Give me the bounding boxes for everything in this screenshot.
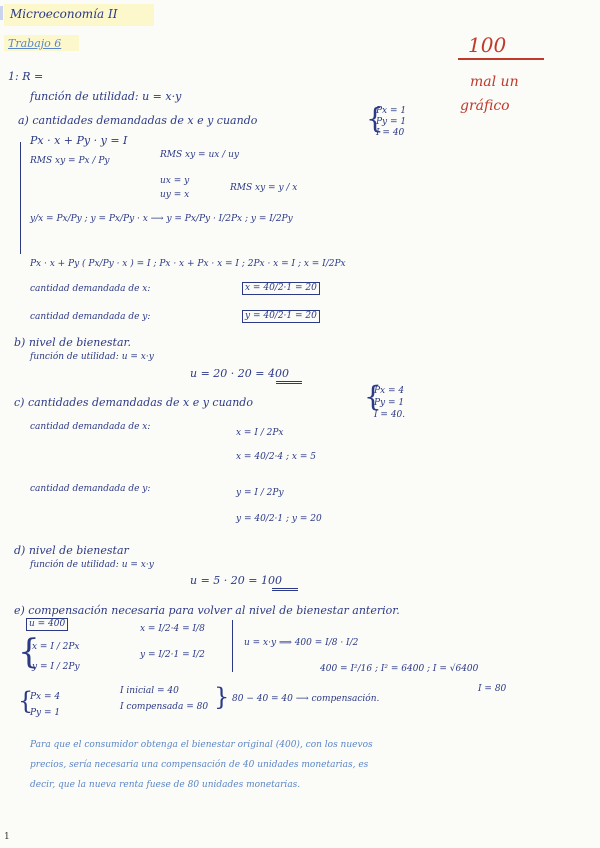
marginal-utility-x: ux = y [160, 176, 190, 186]
rms-yx: RMS xy = y / x [230, 183, 298, 193]
margin-mark [0, 6, 3, 20]
part-e-x: x = I / 2Px [32, 642, 80, 652]
grade-underline [458, 58, 544, 60]
brace: { [364, 380, 382, 413]
param: Px = 1 [376, 106, 407, 116]
brace: { [18, 632, 40, 672]
param: I = 40 [376, 128, 405, 138]
brace: { [18, 687, 34, 715]
part-c-title: c) cantidades demandadas de x e y cuando [14, 396, 253, 409]
question-label: 1: R = [8, 70, 44, 83]
bracket-line [232, 620, 233, 672]
part-e-title: e) compensación necesaria para volver al nivel de bienestar anterior. [14, 604, 400, 617]
utility-function: función de utilidad: u = x·y [30, 90, 182, 103]
footer-mark: 1 [4, 832, 10, 842]
brace: } [214, 683, 230, 711]
part-b-title: b) nivel de bienestar. [14, 336, 132, 349]
part-c-qx-formula: x = I / 2Px [236, 428, 284, 438]
part-c-qy-value: y = 40/2·1 ; y = 20 [236, 514, 322, 524]
double-underline [276, 381, 302, 384]
part-e-income-initial: I inicial = 40 [120, 686, 179, 696]
grade-note-1: mal un [470, 74, 519, 90]
part-b-calc [190, 367, 289, 380]
part-e-y-sub: y = I/2·1 = I/2 [140, 650, 205, 660]
page-subtitle: Trabajo 6 [8, 37, 62, 50]
conclusion-line: decir, que la nueva renta fuese de 80 unidades monetarias. [30, 780, 301, 790]
part-a-title: a) cantidades demandadas de x e y cuando [18, 114, 258, 127]
part-e-x-sub: x = I/2·4 = I/8 [140, 624, 205, 634]
part-e-utility-target: u = 400 [26, 618, 68, 631]
part-e-px: Px = 4 [30, 692, 61, 702]
marginal-utility-y: uy = x [160, 190, 190, 200]
grade: 100 [468, 33, 507, 57]
part-e-equation-1: u = x·y ⟹ 400 = I/8 · I/2 [244, 638, 359, 648]
rms-price-ratio: RMS xy = Px / Py [30, 156, 110, 166]
param: Px = 4 [374, 386, 405, 396]
page-title: Microeconomía II [10, 7, 118, 21]
rms-marginal-utility: RMS xy = ux / uy [160, 150, 239, 160]
part-e-equation-2: 400 = I²/16 ; I² = 6400 ; I = √6400 [320, 664, 479, 674]
budget-constraint: Px · x + Py · y = I [30, 134, 128, 147]
qy-value: y = 40/2·1 = 20 [242, 310, 320, 323]
conclusion-line: Para que el consumidor obtenga el bienestar original (400), con los nuevos [30, 740, 373, 750]
substitution: Px · x + Py ( Px/Py · x ) = I ; Px · x + Px · x = I ; 2Px · x = I ; x = I/2Px [30, 259, 346, 269]
part-d-utility: función de utilidad: u = x·y [30, 560, 154, 570]
part-c-qx-value: x = 40/2·4 ; x = 5 [236, 452, 316, 462]
part-b-utility: función de utilidad: u = x·y [30, 352, 154, 362]
grade-note-2: gráfico [460, 98, 510, 114]
part-c-qx-label: cantidad demandada de x: [30, 422, 151, 432]
part-c-qy-formula: y = I / 2Py [236, 488, 284, 498]
double-underline [272, 588, 298, 591]
brace: { [366, 102, 384, 135]
part-e-equation-3: I = 80 [478, 684, 507, 694]
bracket-line [20, 142, 21, 254]
param: Py = 1 [376, 117, 407, 127]
param: Py = 1 [374, 398, 405, 408]
qy-label: cantidad demandada de y: [30, 312, 151, 322]
part-b-calc-text: u = 20 · 20 = 400 [190, 367, 289, 380]
part-c-qy-label: cantidad demandada de y: [30, 484, 151, 494]
part-e-income-compensated: I compensada = 80 [120, 702, 209, 712]
part-d-title: d) nivel de bienestar [14, 544, 129, 557]
part-e-compensation: 80 − 40 = 40 ⟶ compensación. [232, 694, 380, 704]
conclusion-line: precios, sería necesaria una compensación de 40 unidades monetarias, es [30, 760, 369, 770]
param: I = 40. [374, 410, 406, 420]
part-e-py: Py = 1 [30, 708, 61, 718]
part-d-calc: u = 5 · 20 = 100 [190, 574, 282, 587]
part-e-y: y = I / 2Py [32, 662, 80, 672]
derivation: y/x = Px/Py ; y = Px/Py · x ⟶ y = Px/Py · I/2Px ; y = I/2Py [30, 214, 293, 224]
qx-label: cantidad demandada de x: [30, 284, 151, 294]
qx-value: x = 40/2·1 = 20 [242, 282, 320, 295]
